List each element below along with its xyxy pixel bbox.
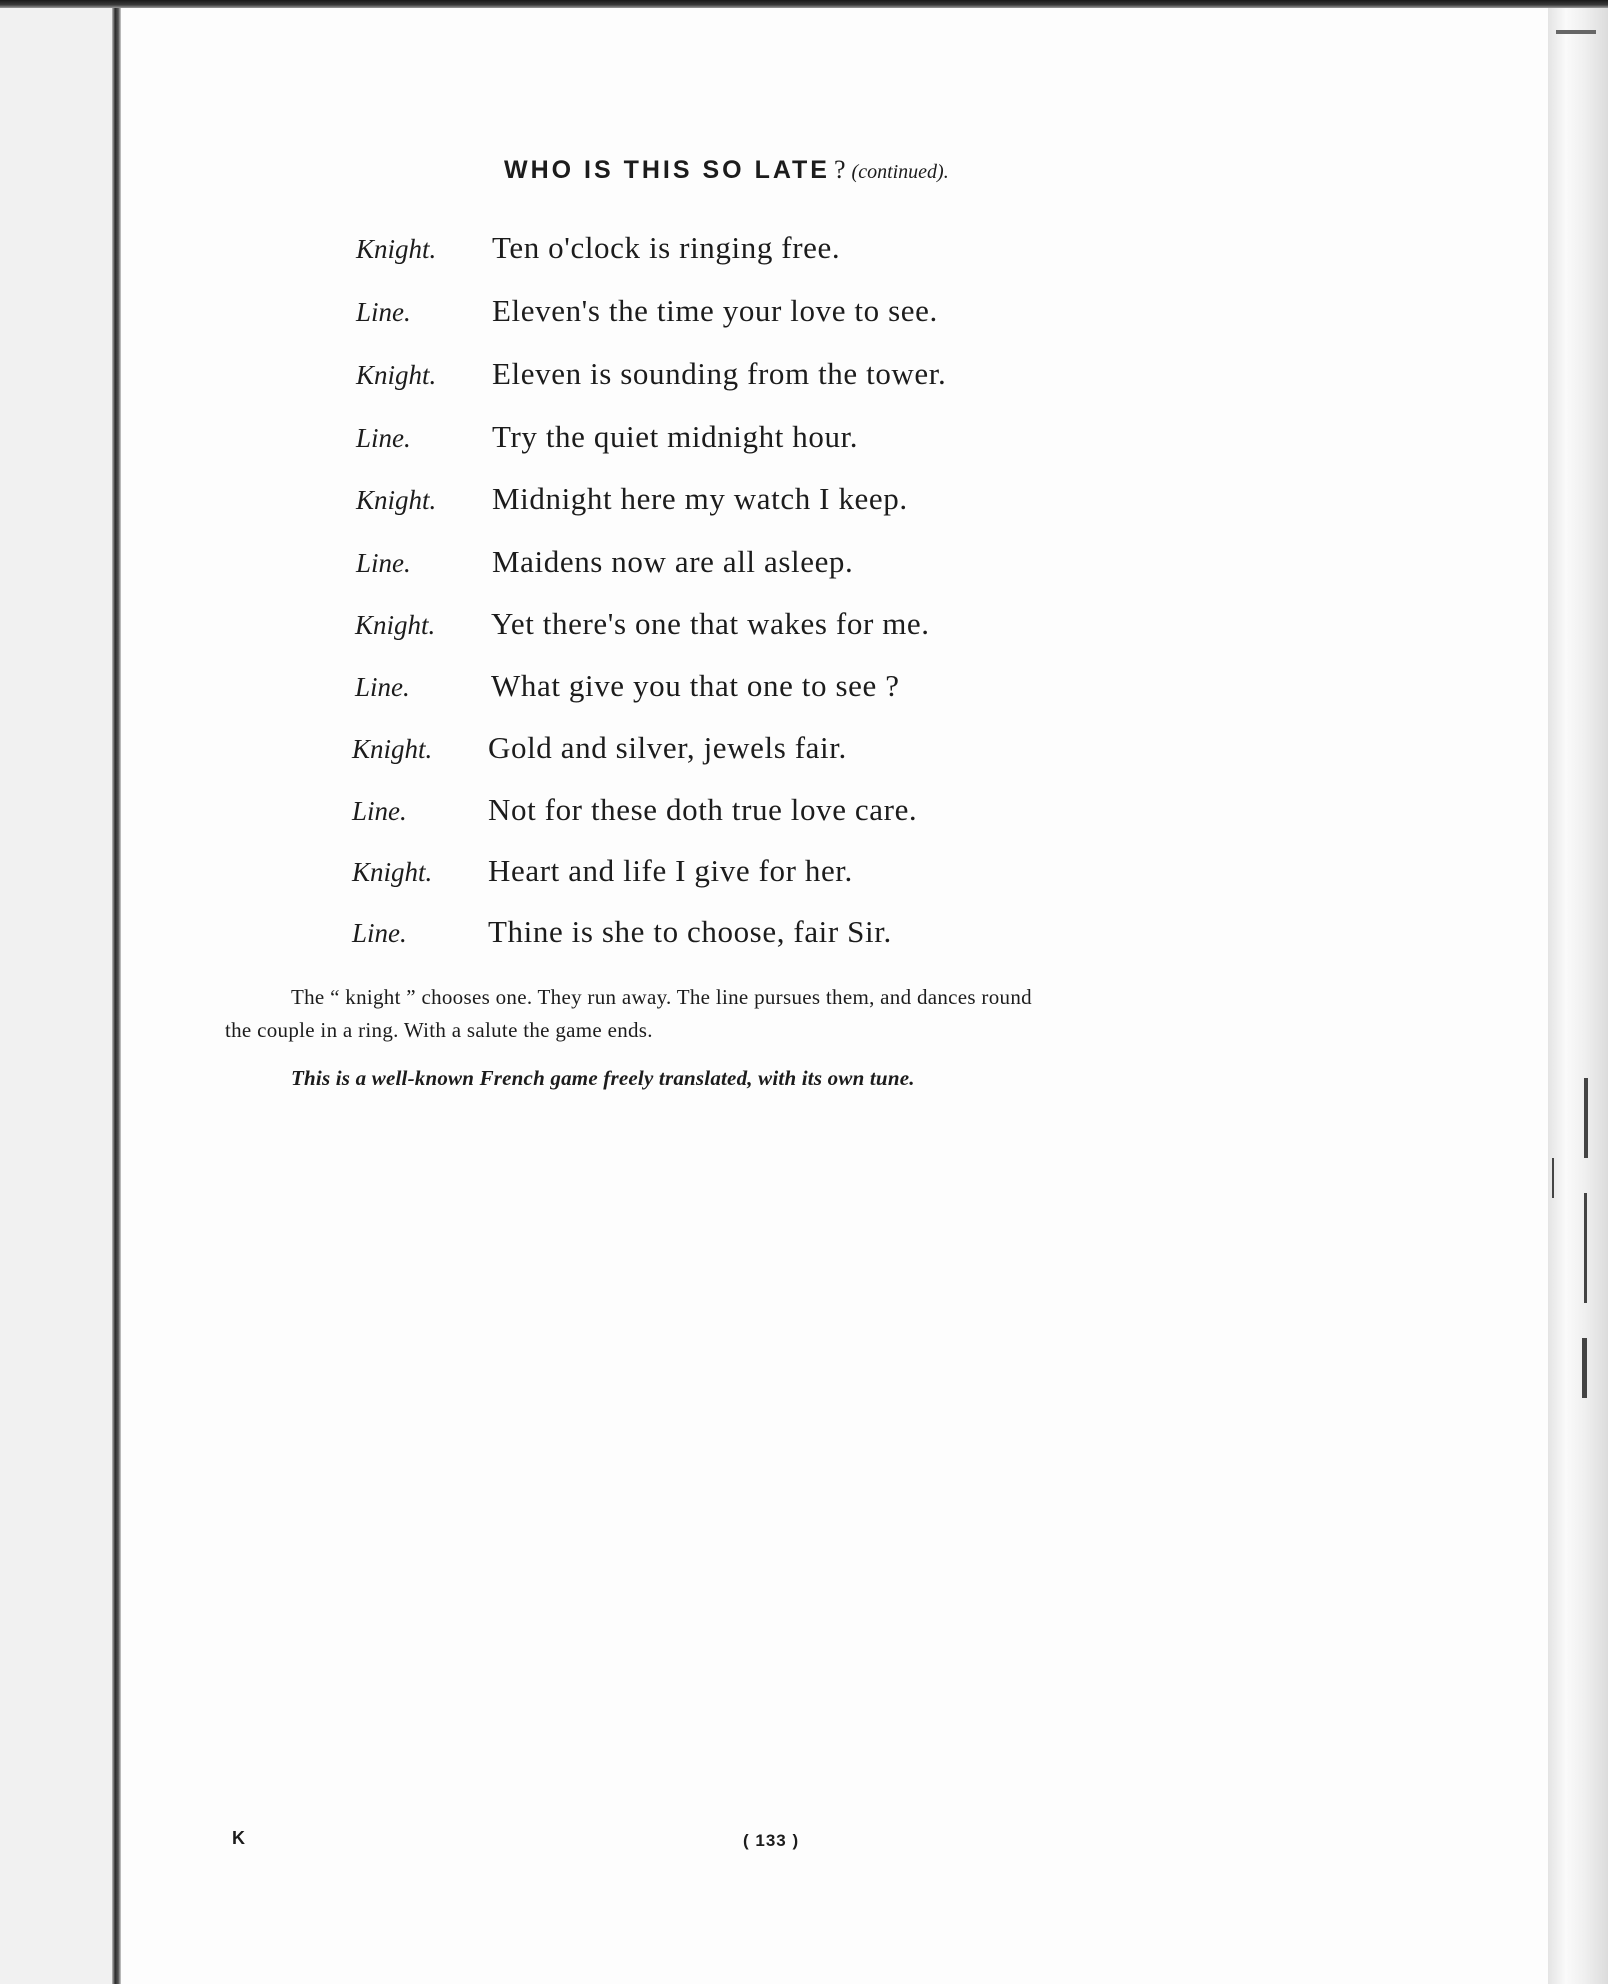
stage-direction-line-1: The “ knight ” chooses one. They run away. The line pursues them, and dances round <box>291 985 1032 1009</box>
signature-mark: K <box>232 1828 245 1848</box>
verse-text: Not for these doth true love care. <box>488 792 918 827</box>
verse-speaker: Line. <box>352 796 407 826</box>
verse-speaker: Knight. <box>352 857 433 887</box>
book-spine-shadow <box>112 8 121 1984</box>
verse-text: Heart and life I give for her. <box>488 853 853 888</box>
title-question-mark: ? <box>833 155 846 184</box>
verse-speaker: Knight. <box>356 234 437 264</box>
verse-speaker: Knight. <box>356 360 437 390</box>
verse-text: Eleven's the time your love to see. <box>492 293 938 328</box>
verse-speaker: Knight. <box>352 734 433 764</box>
verse-speaker: Line. <box>356 297 411 327</box>
title-text: WHO IS THIS SO LATE <box>504 156 830 184</box>
verse-text: Yet there's one that wakes for me. <box>491 606 930 641</box>
verse-text: Ten o'clock is ringing free. <box>492 230 841 265</box>
verse-text: What give you that one to see ? <box>491 668 900 703</box>
verse-text: Maidens now are all asleep. <box>492 544 854 579</box>
page-title <box>504 155 949 185</box>
stage-direction-line-2: the couple in a ring. With a salute the game ends. <box>225 1018 653 1042</box>
verse-text: Eleven is sounding from the tower. <box>492 356 947 391</box>
verse-text: Midnight here my watch I keep. <box>492 481 908 516</box>
page-number: ( 133 ) <box>743 1831 800 1850</box>
verse-speaker: Line. <box>356 548 411 578</box>
source-note: This is a well-known French game freely translated, with its own tune. <box>291 1066 915 1090</box>
verse-speaker: Knight. <box>355 610 436 640</box>
book-fore-edge <box>1548 8 1608 1984</box>
verse-speaker: Line. <box>356 423 411 453</box>
verse-speaker: Line. <box>355 672 410 702</box>
book-top-edge <box>0 0 1608 8</box>
title-continued-note: (continued). <box>851 161 949 183</box>
verse-text: Gold and silver, jewels fair. <box>488 730 847 765</box>
verse-text: Thine is she to choose, fair Sir. <box>488 914 892 949</box>
verse-speaker: Line. <box>352 918 407 948</box>
verse-text: Try the quiet midnight hour. <box>492 419 859 454</box>
verse-speaker: Knight. <box>356 485 437 515</box>
left-gutter <box>0 8 112 1984</box>
